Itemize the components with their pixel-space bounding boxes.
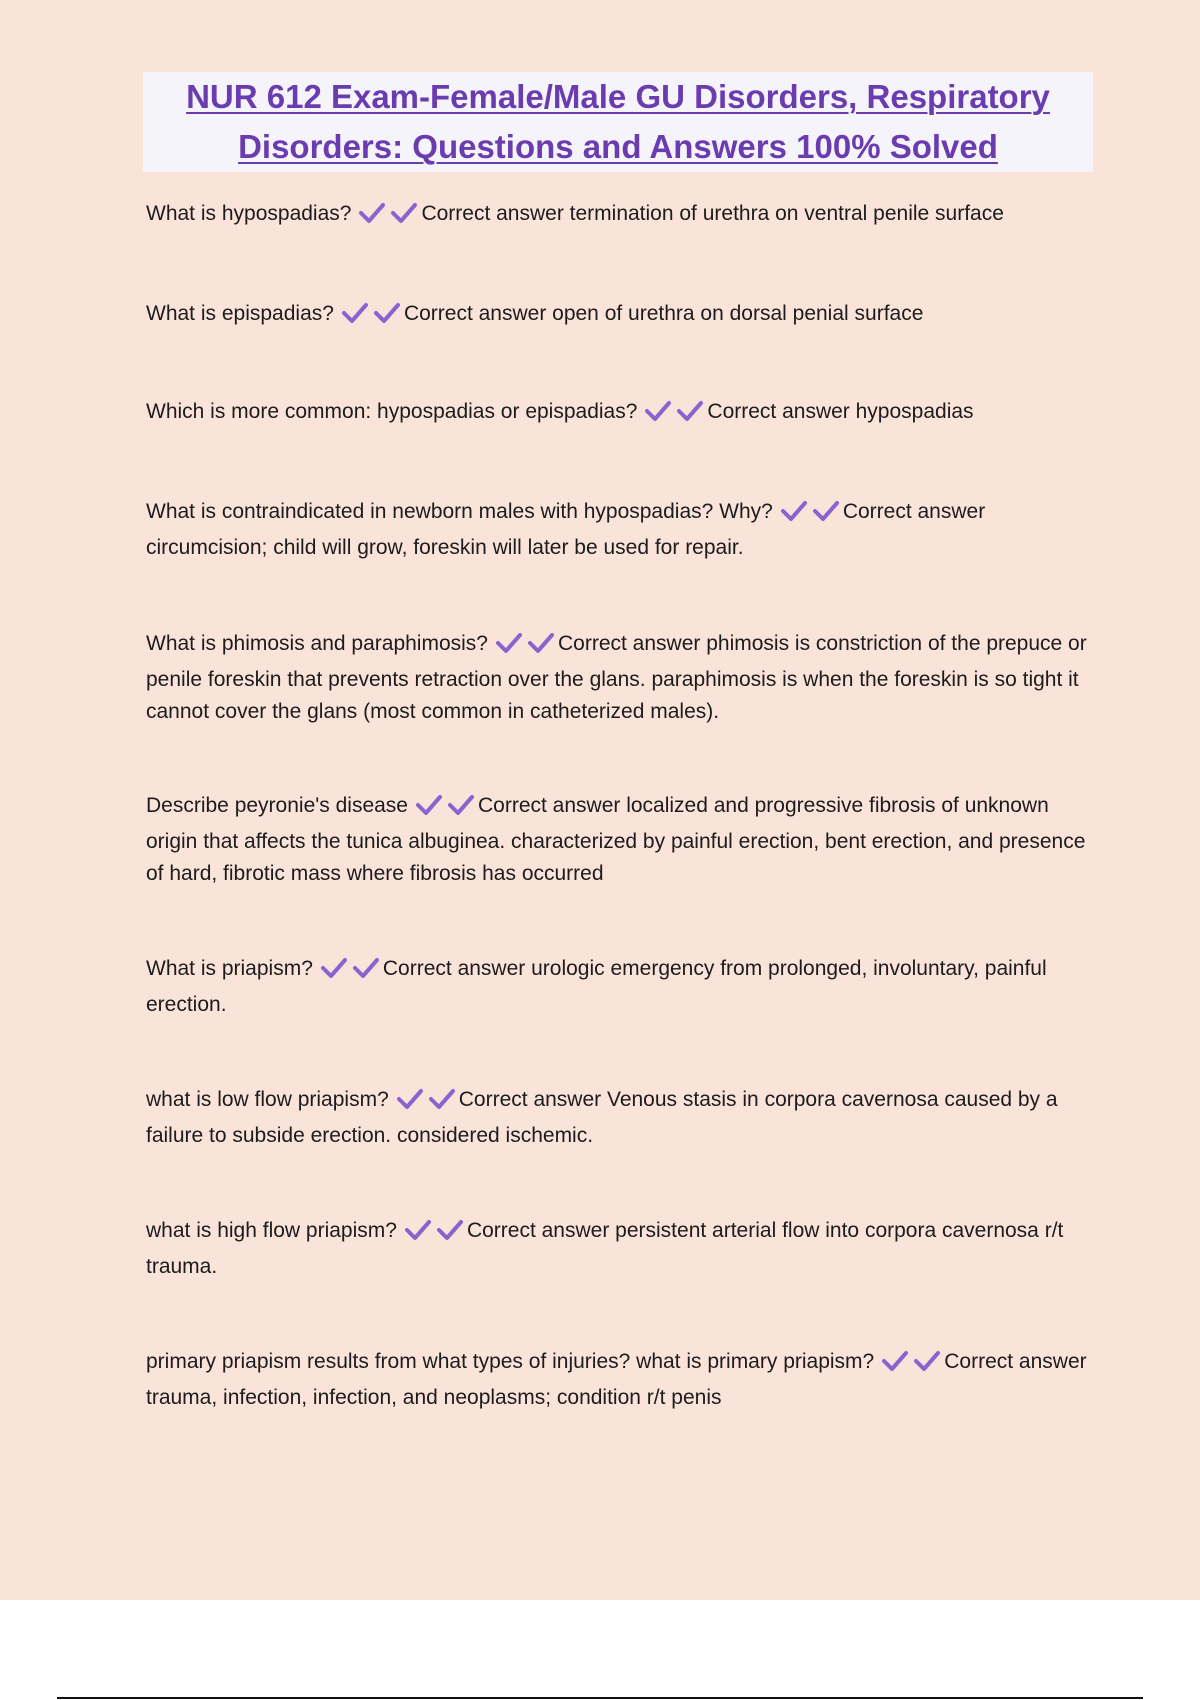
check-icon — [645, 400, 671, 422]
qa-item — [146, 628, 1096, 728]
answer-text: Correct answer hypospadias — [707, 400, 974, 423]
question-text: Describe peyronie's disease — [146, 794, 408, 817]
check-icon — [397, 1088, 423, 1110]
check-icon — [813, 500, 839, 522]
check-icon — [359, 202, 385, 224]
title-banner — [143, 72, 1093, 172]
question-text: What is epispadias? — [146, 302, 334, 325]
check-icon — [429, 1088, 455, 1110]
answer-text: Correct answer localized and progressive fibrosis of unknown origin that affects the tunica albuginea. characterized by painful erection, bent erection, and presence of hard, fibrotic mass where fibrosis has occurred — [146, 794, 1086, 885]
check-icon — [496, 632, 522, 654]
check-icon — [437, 1219, 463, 1241]
check-icon — [374, 302, 400, 324]
question-text: what is high flow priapism? — [146, 1219, 397, 1242]
qa-item — [146, 198, 1096, 234]
double-check-icon — [359, 202, 417, 234]
check-icon — [677, 400, 703, 422]
check-icon — [321, 957, 347, 979]
question-text: primary priapism results from what types of injuries? what is primary priapism? — [146, 1350, 875, 1373]
question-text: what is low flow priapism? — [146, 1088, 389, 1111]
double-check-icon — [781, 500, 839, 532]
check-icon — [353, 957, 379, 979]
qa-item — [146, 1215, 1096, 1283]
page-title-line-2: Disorders: Questions and Answers 100% Solved — [238, 128, 998, 165]
double-check-icon — [342, 302, 400, 334]
check-icon — [391, 202, 417, 224]
question-text: What is priapism? — [146, 957, 313, 980]
answer-text: Correct answer urologic emergency from prolonged, involuntary, painful erection. — [146, 957, 1047, 1016]
double-check-icon — [397, 1088, 455, 1120]
check-icon — [781, 500, 807, 522]
double-check-icon — [321, 957, 379, 989]
answer-text: Correct answer persistent arterial flow into corpora cavernosa r/t trauma. — [146, 1219, 1064, 1278]
qa-item — [146, 790, 1096, 890]
answer-text: Correct answer trauma, infection, infection, and neoplasms; condition r/t penis — [146, 1350, 1087, 1409]
answer-text: Correct answer Venous stasis in corpora cavernosa caused by a failure to subside erection. considered ischemic. — [146, 1088, 1058, 1147]
check-icon — [405, 1219, 431, 1241]
question-text: What is contraindicated in newborn males with hypospadias? Why? — [146, 500, 773, 523]
check-icon — [416, 794, 442, 816]
check-icon — [528, 632, 554, 654]
question-text: What is phimosis and paraphimosis? — [146, 632, 488, 655]
qa-item — [146, 953, 1096, 1021]
qa-item — [146, 1084, 1096, 1152]
check-icon — [882, 1350, 908, 1372]
double-check-icon — [496, 632, 554, 664]
double-check-icon — [882, 1350, 940, 1382]
qa-item — [146, 1346, 1096, 1414]
qa-item — [146, 496, 1096, 564]
check-icon — [914, 1350, 940, 1372]
qa-item — [146, 298, 1096, 334]
footer-divider — [57, 1697, 1143, 1699]
answer-text: Correct answer circumcision; child will grow, foreskin will later be used for repair. — [146, 500, 986, 559]
page-title-line-1: NUR 612 Exam-Female/Male GU Disorders, Respiratory — [186, 78, 1050, 115]
double-check-icon — [405, 1219, 463, 1251]
answer-text: Correct answer termination of urethra on ventral penile surface — [421, 202, 1004, 225]
check-icon — [342, 302, 368, 324]
answer-text: Correct answer phimosis is constriction of the prepuce or penile foreskin that prevents retraction over the glans. paraphimosis is when the foreskin is so tight it cannot cover the glans (most common in catheterized males). — [146, 632, 1087, 723]
question-text: Which is more common: hypospadias or epispadias? — [146, 400, 638, 423]
check-icon — [448, 794, 474, 816]
double-check-icon — [645, 400, 703, 432]
answer-text: Correct answer open of urethra on dorsal penial surface — [403, 302, 924, 325]
double-check-icon — [416, 794, 474, 826]
question-text: What is hypospadias? — [146, 202, 352, 225]
qa-item — [146, 396, 1096, 432]
